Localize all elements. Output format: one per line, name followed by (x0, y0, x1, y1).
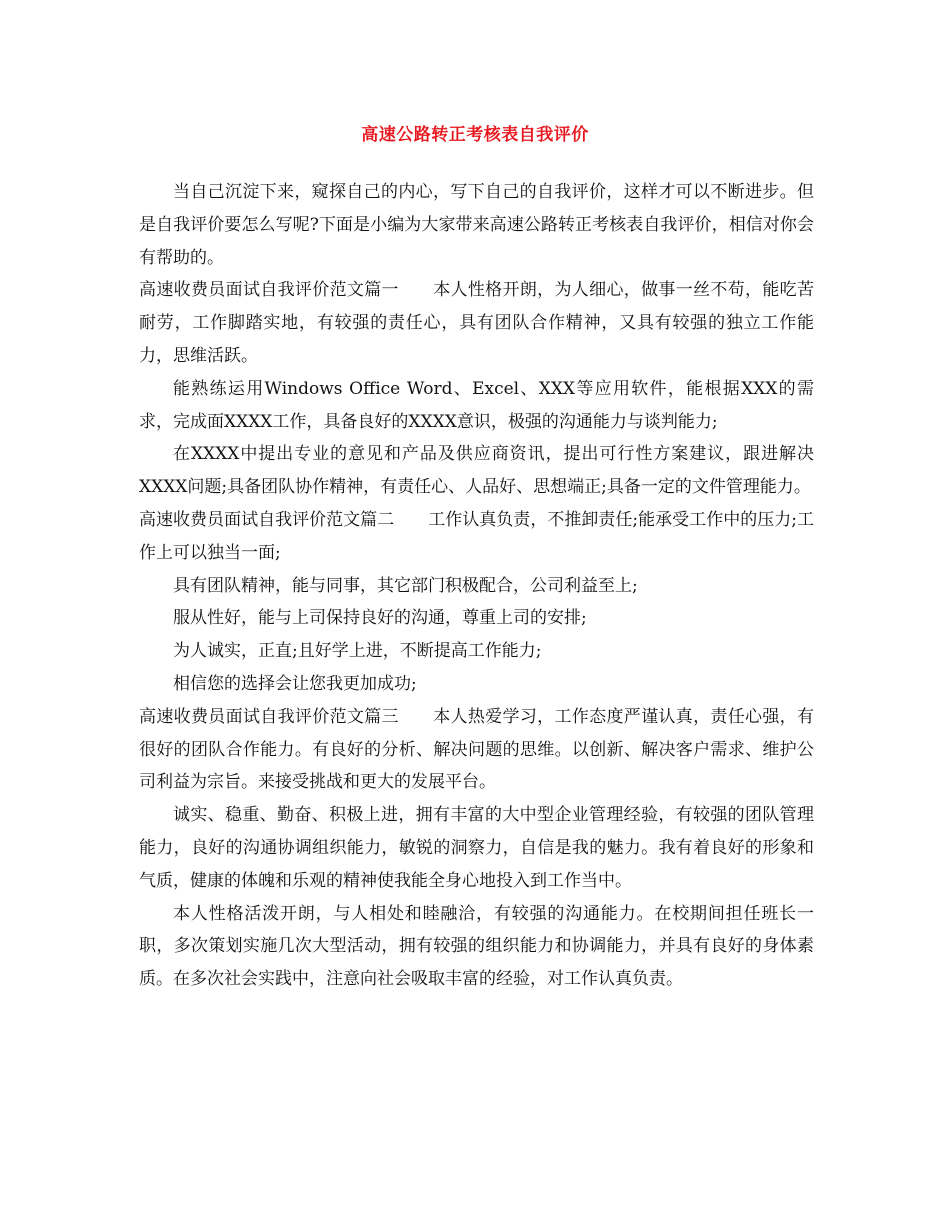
section-2-lead: 工作认真负责，不推卸责任;能承受工作中的压力;工作上可以独当一面; (139, 509, 814, 563)
section-3-lead-paragraph (139, 701, 814, 799)
section-2-paragraph-1: 具有团队精神，能与同事，其它部门积极配合，公司利益至上; (173, 575, 638, 596)
section-3-paragraph-2: 本人性格活泼开朗，与人相处和睦融洽，有较强的沟通能力。在校期间担任班长一职，多次策划实施几次大型活动，拥有较强的组织能力和协调能力，并具有良好的身体素质。在多次社会实践中，注意向社会吸取丰富的经验，对工作认真负责。 (139, 903, 814, 990)
section-3-lead: 本人热爱学习，工作态度严谨认真，责任心强，有很好的团队合作能力。有良好的分析、解决问题的思维。以创新、解决客户需求、维护公司利益为宗旨。来接受挑战和更大的发展平台。 (139, 706, 815, 793)
document-body (139, 176, 814, 996)
section-1-paragraph-1: 能熟练运用Windows Office Word、Excel、XXX等应用软件，能根据XXX的需求，完成面XXXX工作，具备良好的XXXX意识，极强的沟通能力与谈判能力; (139, 378, 814, 432)
intro-paragraph: 当自己沉淀下来，窥探自己的内心，写下自己的自我评价，这样才可以不断进步。但是自我评价要怎么写呢?下面是小编为大家带来高速公路转正考核表自我评价，相信对你会有帮助的。 (139, 182, 814, 268)
section-3-paragraph-1: 诚实、稳重、勤奋、积极上进，拥有丰富的大中型企业管理经验，有较强的团队管理能力，良好的沟通协调组织能力，敏锐的洞察力，自信是我的魅力。我有着良好的形象和气质，健康的体魄和乐观的精神使我能全身心地投入到工作当中。 (139, 805, 814, 891)
section-2-paragraph-2: 服从性好，能与上司保持良好的沟通，尊重上司的安排; (173, 608, 587, 629)
section-3-heading: 高速收费员面试自我评价范文篇三 (139, 706, 399, 727)
section-2-paragraph-3: 为人诚实，正直;且好学上进，不断提高工作能力; (173, 641, 542, 662)
section-1-lead: 本人性格开朗，为人细心，做事一丝不苟，能吃苦耐劳，工作脚踏实地，有较强的责任心，具有团队合作精神，又具有较强的独立工作能力，思维活跃。 (139, 280, 815, 366)
section-1-heading: 高速收费员面试自我评价范文篇一 (139, 280, 399, 301)
section-2-paragraph-4: 相信您的选择会让您我更加成功; (173, 673, 417, 694)
section-1-lead-paragraph (139, 274, 814, 372)
section-2-heading: 高速收费员面试自我评价范文篇二 (139, 509, 395, 530)
document-title: 高速公路转正考核表自我评价 (361, 125, 589, 145)
section-1-paragraph-2: 在XXXX中提出专业的意见和产品及供应商资讯，提出可行性方案建议，跟进解决XXXX问题;具备团队协作精神，有责任心、人品好、思想端正;具备一定的文件管理能力。 (139, 444, 814, 498)
section-2-lead-paragraph (139, 504, 814, 570)
